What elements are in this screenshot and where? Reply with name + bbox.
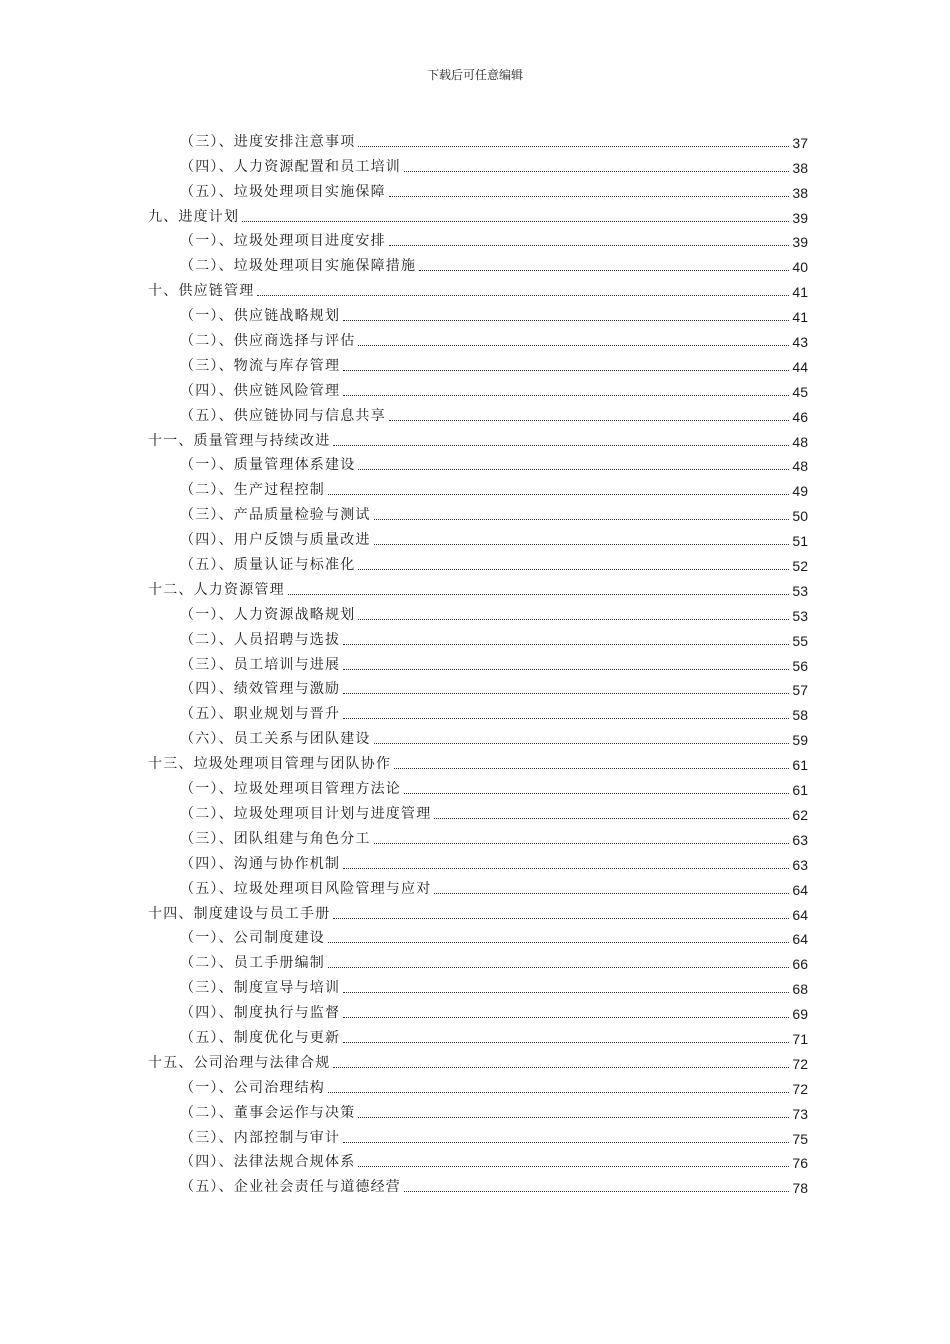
toc-entry-title: （六）、员工关系与团队建设 [180,731,371,748]
toc-dot-leader [333,917,789,919]
toc-entry-title: 九、进度计划 [148,208,240,225]
toc-dot-leader [374,543,790,545]
toc-section-entry[interactable] [148,674,808,699]
page-header: 下载后可任意编辑 [426,68,523,82]
toc-section-entry[interactable] [148,325,808,350]
toc-entry-title: （四）、人力资源配置和员工培训 [180,158,401,175]
toc-entry-title: 十四、制度建设与员工手册 [148,905,331,922]
toc-page-number: 72 [792,1055,808,1072]
toc-entry-title: （四）、绩效管理与激励 [180,681,341,698]
toc-page-number: 75 [792,1130,808,1147]
toc-chapter-entry[interactable] [148,574,808,599]
toc-section-entry[interactable] [148,499,808,524]
toc-entry-title: 十二、人力资源管理 [148,581,285,598]
toc-section-entry[interactable] [148,972,808,997]
toc-entry-title: 十一、质量管理与持续改进 [148,432,331,449]
toc-section-entry[interactable] [148,226,808,251]
toc-page-number: 45 [792,383,808,400]
toc-page-number: 46 [792,408,808,425]
toc-page-number: 49 [792,483,808,500]
toc-entry-title: （三）、进度安排注意事项 [180,133,356,150]
toc-entry-title: （一）、垃圾处理项目管理方法论 [180,781,401,798]
toc-page-number: 58 [792,707,808,724]
toc-page-number: 50 [792,508,808,525]
toc-entry-title: （五）、垃圾处理项目风险管理与应对 [180,880,432,897]
toc-page-number: 53 [792,582,808,599]
toc-section-entry[interactable] [148,1171,808,1196]
toc-section-entry[interactable] [148,450,808,475]
toc-entry-title: （三）、产品质量检验与测试 [180,507,371,524]
toc-dot-leader [333,444,789,446]
toc-section-entry[interactable] [148,798,808,823]
toc-page-number: 64 [792,881,808,898]
toc-entry-title: （四）、沟通与协作机制 [180,855,341,872]
toc-dot-leader [434,817,789,819]
toc-chapter-entry[interactable] [148,1047,808,1072]
toc-section-entry[interactable] [148,649,808,674]
toc-page-number: 39 [792,234,808,251]
toc-page-number: 73 [792,1105,808,1122]
toc-section-entry[interactable] [148,474,808,499]
toc-entry-title: 十五、公司治理与法律合规 [148,1054,331,1071]
toc-entry-title: （三）、制度宣导与培训 [180,980,341,997]
toc-dot-leader [343,1016,789,1018]
toc-section-entry[interactable] [148,549,808,574]
toc-section-entry[interactable] [148,1072,808,1097]
toc-entry-title: （五）、供应链协同与信息共享 [180,407,386,424]
toc-section-entry[interactable] [148,176,808,201]
toc-dot-leader [343,643,789,645]
toc-page-number: 57 [792,682,808,699]
toc-page-number: 61 [792,757,808,774]
toc-dot-leader [358,468,789,470]
toc-page-number: 53 [792,607,808,624]
toc-dot-leader [358,1116,789,1118]
toc-entry-title: （三）、物流与库存管理 [180,357,341,374]
toc-chapter-entry[interactable] [148,898,808,923]
toc-entry-title: （三）、内部控制与审计 [180,1129,341,1146]
toc-page-number: 61 [792,782,808,799]
toc-section-entry[interactable] [148,1147,808,1172]
toc-dot-leader [404,792,789,794]
toc-entry-title: （一）、公司治理结构 [180,1079,325,1096]
toc-dot-leader [343,867,789,869]
toc-page-number: 71 [792,1030,808,1047]
toc-section-entry[interactable] [148,723,808,748]
toc-dot-leader [419,269,789,271]
toc-page-number: 56 [792,657,808,674]
toc-dot-leader [389,244,790,246]
toc-page-number: 48 [792,433,808,450]
toc-entry-title: （二）、董事会运作与决策 [180,1104,356,1121]
toc-chapter-entry[interactable] [148,275,808,300]
toc-section-entry[interactable] [148,126,808,151]
toc-dot-leader [358,344,789,346]
toc-entry-title: （一）、人力资源战略规划 [180,606,356,623]
toc-page-number: 38 [792,159,808,176]
toc-section-entry[interactable] [148,848,808,873]
toc-page-number: 48 [792,458,808,475]
toc-section-entry[interactable] [148,823,808,848]
toc-dot-leader [374,518,790,520]
toc-page-number: 38 [792,184,808,201]
toc-page-number: 51 [792,533,808,550]
toc-dot-leader [343,991,789,993]
toc-entry-title: （二）、人员招聘与选拔 [180,631,341,648]
toc-dot-leader [343,692,789,694]
toc-dot-leader [374,842,790,844]
toc-page-number: 40 [792,259,808,276]
toc-section-entry[interactable] [148,873,808,898]
toc-section-entry[interactable] [148,1022,808,1047]
toc-entry-title: （四）、供应链风险管理 [180,382,341,399]
toc-page-number: 76 [792,1155,808,1172]
toc-entry-title: （一）、垃圾处理项目进度安排 [180,233,386,250]
toc-entry-title: （四）、法律法规合规体系 [180,1154,356,1171]
toc-section-entry[interactable] [148,997,808,1022]
toc-entry-title: （四）、用户反馈与质量改进 [180,532,371,549]
toc-page-number: 63 [792,856,808,873]
toc-dot-leader [328,1091,789,1093]
toc-section-entry[interactable] [148,1122,808,1147]
toc-section-entry[interactable] [148,624,808,649]
toc-section-entry[interactable] [148,400,808,425]
toc-page-number: 41 [792,309,808,326]
toc-page-number: 37 [792,134,808,151]
toc-page-number: 41 [792,284,808,301]
toc-dot-leader [394,767,789,769]
toc-entry-title: （一）、质量管理体系建设 [180,457,356,474]
toc-page-number: 44 [792,358,808,375]
toc-entry-title: （二）、垃圾处理项目实施保障措施 [180,258,417,275]
table-of-contents [148,126,808,1196]
toc-entry-title: （三）、员工培训与进展 [180,656,341,673]
toc-dot-leader [358,568,789,570]
toc-dot-leader [343,369,789,371]
toc-dot-leader [358,1165,789,1167]
toc-section-entry[interactable] [148,375,808,400]
toc-dot-leader [343,319,789,321]
toc-page-number: 64 [792,906,808,923]
toc-dot-leader [328,493,789,495]
toc-section-entry[interactable] [148,300,808,325]
toc-dot-leader [389,419,790,421]
toc-entry-title: （一）、供应链战略规划 [180,308,341,325]
toc-dot-leader [343,1041,789,1043]
toc-page-number: 69 [792,1006,808,1023]
toc-dot-leader [328,966,789,968]
toc-dot-leader [404,170,789,172]
toc-page-number: 72 [792,1080,808,1097]
toc-page-number: 62 [792,806,808,823]
toc-section-entry[interactable] [148,947,808,972]
toc-dot-leader [434,892,789,894]
toc-section-entry[interactable] [148,524,808,549]
toc-entry-title: （一）、公司制度建设 [180,930,325,947]
toc-dot-leader [333,1066,789,1068]
toc-page-number: 39 [792,209,808,226]
toc-section-entry[interactable] [148,599,808,624]
toc-dot-leader [358,145,789,147]
toc-dot-leader [343,717,789,719]
toc-entry-title: （五）、质量认证与标准化 [180,557,356,574]
toc-entry-title: （五）、制度优化与更新 [180,1029,341,1046]
toc-section-entry[interactable] [148,923,808,948]
toc-chapter-entry[interactable] [148,201,808,226]
toc-entry-title: （二）、垃圾处理项目计划与进度管理 [180,805,432,822]
toc-section-entry[interactable] [148,698,808,723]
toc-dot-leader [343,668,789,670]
toc-dot-leader [288,593,790,595]
toc-page-number: 59 [792,732,808,749]
toc-page-number: 55 [792,632,808,649]
toc-section-entry[interactable] [148,151,808,176]
toc-section-entry[interactable] [148,350,808,375]
toc-page-number: 64 [792,931,808,948]
toc-page-number: 43 [792,334,808,351]
toc-dot-leader [343,394,789,396]
toc-section-entry[interactable] [148,250,808,275]
toc-page-number: 63 [792,831,808,848]
toc-entry-title: （二）、生产过程控制 [180,482,325,499]
toc-dot-leader [328,941,789,943]
toc-entry-title: （五）、职业规划与晋升 [180,706,341,723]
toc-entry-title: 十、供应链管理 [148,283,255,300]
toc-dot-leader [343,1141,789,1143]
toc-entry-title: （二）、供应商选择与评估 [180,333,356,350]
toc-entry-title: （五）、垃圾处理项目实施保障 [180,183,386,200]
toc-section-entry[interactable] [148,1097,808,1122]
toc-entry-title: （五）、企业社会责任与道德经营 [180,1179,401,1196]
toc-entry-title: （四）、制度执行与监督 [180,1005,341,1022]
toc-dot-leader [242,220,789,222]
toc-dot-leader [389,195,790,197]
toc-dot-leader [374,742,790,744]
toc-entry-title: 十三、垃圾处理项目管理与团队协作 [148,756,392,773]
toc-dot-leader [404,1190,789,1192]
toc-entry-title: （二）、员工手册编制 [180,955,325,972]
toc-page-number: 68 [792,981,808,998]
toc-page-number: 78 [792,1180,808,1197]
toc-chapter-entry[interactable] [148,425,808,450]
toc-dot-leader [257,294,789,296]
toc-chapter-entry[interactable] [148,748,808,773]
toc-page-number: 66 [792,956,808,973]
toc-dot-leader [358,618,789,620]
toc-entry-title: （三）、团队组建与角色分工 [180,830,371,847]
toc-section-entry[interactable] [148,773,808,798]
toc-page-number: 52 [792,558,808,575]
